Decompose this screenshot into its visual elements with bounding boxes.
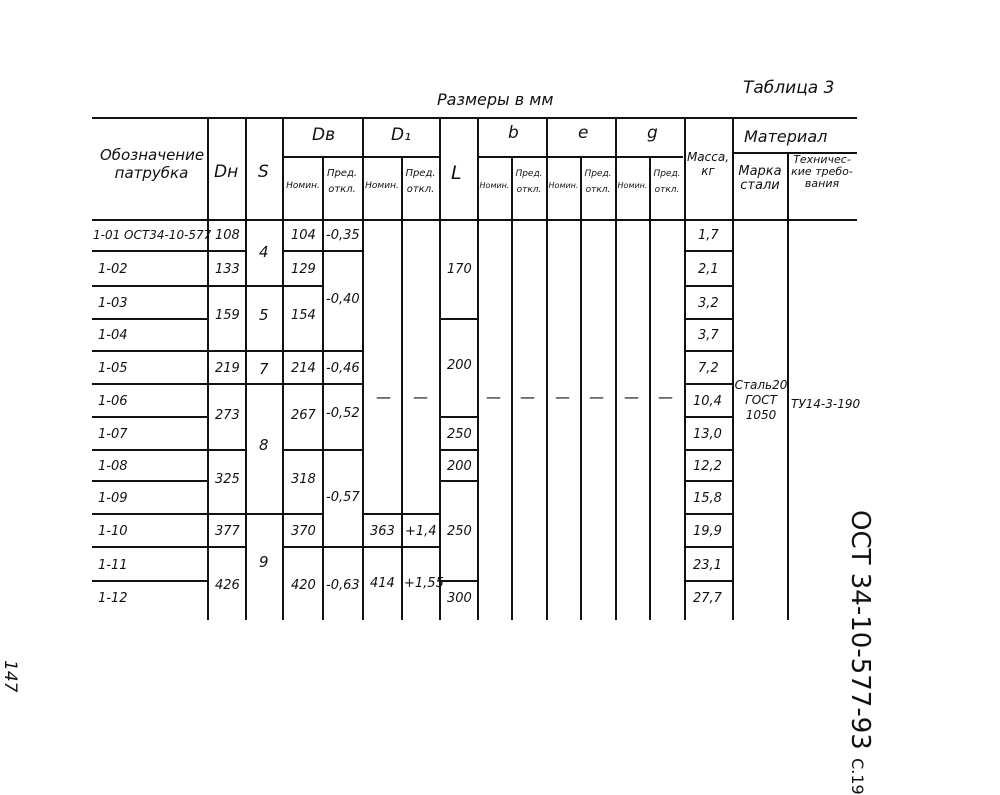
- header-d1-nomin: Номин.: [365, 181, 399, 191]
- table-cell-mass: 27,7: [693, 591, 722, 606]
- table-cell-d1-tol: +1,55: [404, 576, 444, 591]
- table-cell-designation: 1-08: [98, 459, 128, 474]
- header-material: Материал: [744, 127, 828, 146]
- table-cell-dash: —: [376, 388, 391, 406]
- table-cell-designation: 1-04: [98, 328, 128, 343]
- table-cell-dn: 133: [215, 262, 240, 277]
- standard-designation: [845, 510, 875, 795]
- table-cell-mass: 3,7: [698, 328, 719, 343]
- header-d1: D₁: [391, 125, 411, 145]
- table-cell-designation: 1-11: [98, 558, 128, 573]
- header-s: S: [258, 162, 269, 182]
- table-cell-l: 200: [447, 358, 472, 373]
- table-cell-dv-nom: 129: [291, 262, 316, 277]
- table-cell-dn: 325: [215, 472, 240, 487]
- table-cell-s: 4: [259, 243, 269, 261]
- table-cell-mass: 2,1: [698, 262, 719, 277]
- table-cell-dn: 219: [215, 361, 240, 376]
- header-steel-grade: Марка стали: [738, 164, 782, 193]
- table-cell-dv-nom: 370: [291, 524, 316, 539]
- table-cell-dash: —: [486, 388, 501, 406]
- table-cell-dash: —: [624, 388, 639, 406]
- header-g: g: [647, 123, 658, 143]
- table-cell-designation: 1-09: [98, 491, 128, 506]
- table-cell-mass: 15,8: [693, 491, 722, 506]
- table-cell-dn: 159: [215, 308, 240, 323]
- table-cell-l: 250: [447, 524, 472, 539]
- table-cell-l: 200: [447, 459, 472, 474]
- page-number: 147: [0, 660, 20, 693]
- header-e-nomin: Номин.: [548, 181, 579, 190]
- header-e-pred: Пред. откл.: [584, 169, 612, 195]
- table-cell-designation: 1-02: [98, 262, 128, 277]
- table-cell-mass: 3,2: [698, 296, 719, 311]
- table-cell-dv-nom: 214: [291, 361, 316, 376]
- table-cell-dv-tol: -0,57: [326, 490, 360, 505]
- steel-grade-value: Сталь20 ГОСТ 1050: [734, 378, 788, 422]
- table-cell-s: 8: [259, 436, 269, 454]
- table-cell-dash: —: [589, 388, 604, 406]
- header-d1-pred: Пред. откл.: [405, 168, 436, 195]
- table-cell-mass: 10,4: [693, 394, 722, 409]
- table-cell-dv-nom: 154: [291, 308, 316, 323]
- table-cell-mass: 23,1: [693, 558, 722, 573]
- table-cell-dn: 108: [215, 228, 240, 243]
- table-cell-dn: 273: [215, 408, 240, 423]
- table-cell-mass: 1,7: [698, 228, 719, 243]
- table-cell-dash: —: [413, 388, 428, 406]
- table-cell-s: 7: [259, 360, 269, 378]
- header-g-pred: Пред. откл.: [653, 169, 681, 195]
- header-dn: Dн: [214, 162, 239, 182]
- table-cell-designation: 1-10: [98, 524, 128, 539]
- table-cell-mass: 19,9: [693, 524, 722, 539]
- table-cell-dv-tol: -0,52: [326, 406, 360, 421]
- header-l: L: [451, 162, 462, 184]
- tech-req-value: ТУ14-3-190: [791, 397, 861, 411]
- header-dv: Dв: [312, 125, 336, 145]
- table-cell-dv-tol: -0,63: [326, 578, 360, 593]
- table-cell-designation: 1-12: [98, 591, 128, 606]
- table-cell-d1-tol: +1,4: [405, 524, 437, 539]
- header-e: e: [578, 123, 589, 143]
- header-dv-nomin: Номин.: [286, 181, 320, 191]
- header-mass: Масса, кг: [686, 150, 730, 178]
- table-cell-dv-nom: 420: [291, 578, 316, 593]
- table-cell-dv-tol: -0,35: [326, 228, 360, 243]
- table-cell-designation: 1-05: [98, 361, 128, 376]
- table-cell-dv-nom: 318: [291, 472, 316, 487]
- table-cell-designation: 1-06: [98, 394, 128, 409]
- table-cell-designation: 1-01 ОСТ34-10-577: [93, 228, 212, 242]
- table-cell-mass: 13,0: [693, 427, 722, 442]
- table-label: Таблица 3: [743, 78, 835, 98]
- header-b-nomin: Номин.: [479, 181, 510, 190]
- table-cell-d1-nom: 414: [370, 576, 395, 591]
- table-cell-dv-tol: -0,46: [326, 361, 360, 376]
- table-cell-s: 5: [259, 306, 269, 324]
- table-cell-mass: 7,2: [698, 361, 719, 376]
- header-designation: Обозначение патрубка: [100, 146, 205, 182]
- table-cell-dv-nom: 104: [291, 228, 316, 243]
- table-cell-designation: 1-03: [98, 296, 128, 311]
- table-cell-dash: —: [520, 388, 535, 406]
- header-tech-req: Техничес- кие требо- вания: [791, 153, 853, 190]
- table-cell-l: 170: [447, 262, 472, 277]
- table-cell-l: 300: [447, 591, 472, 606]
- table-cell-l: 250: [447, 427, 472, 442]
- page-reference: С.19: [848, 758, 867, 795]
- header-b: b: [508, 123, 519, 143]
- header-g-nomin: Номин.: [617, 181, 648, 190]
- table-cell-dv-tol: -0,40: [326, 292, 360, 307]
- table-cell-mass: 12,2: [693, 459, 722, 474]
- header-dv-pred: Пред. откл.: [326, 168, 358, 195]
- table-cell-dash: —: [658, 388, 673, 406]
- header-b-pred: Пред. откл.: [515, 169, 543, 195]
- table-cell-designation: 1-07: [98, 427, 128, 442]
- table-cell-dn: 377: [215, 524, 240, 539]
- table-cell-dv-nom: 267: [291, 408, 316, 423]
- dimensions-note: Размеры в мм: [437, 90, 554, 109]
- table-cell-dash: —: [555, 388, 570, 406]
- table-cell-dn: 426: [215, 578, 240, 593]
- table-cell-s: 9: [259, 553, 269, 571]
- standard-number: ОСТ 34-10-577-93: [845, 510, 875, 750]
- table-cell-d1-nom: 363: [370, 524, 395, 539]
